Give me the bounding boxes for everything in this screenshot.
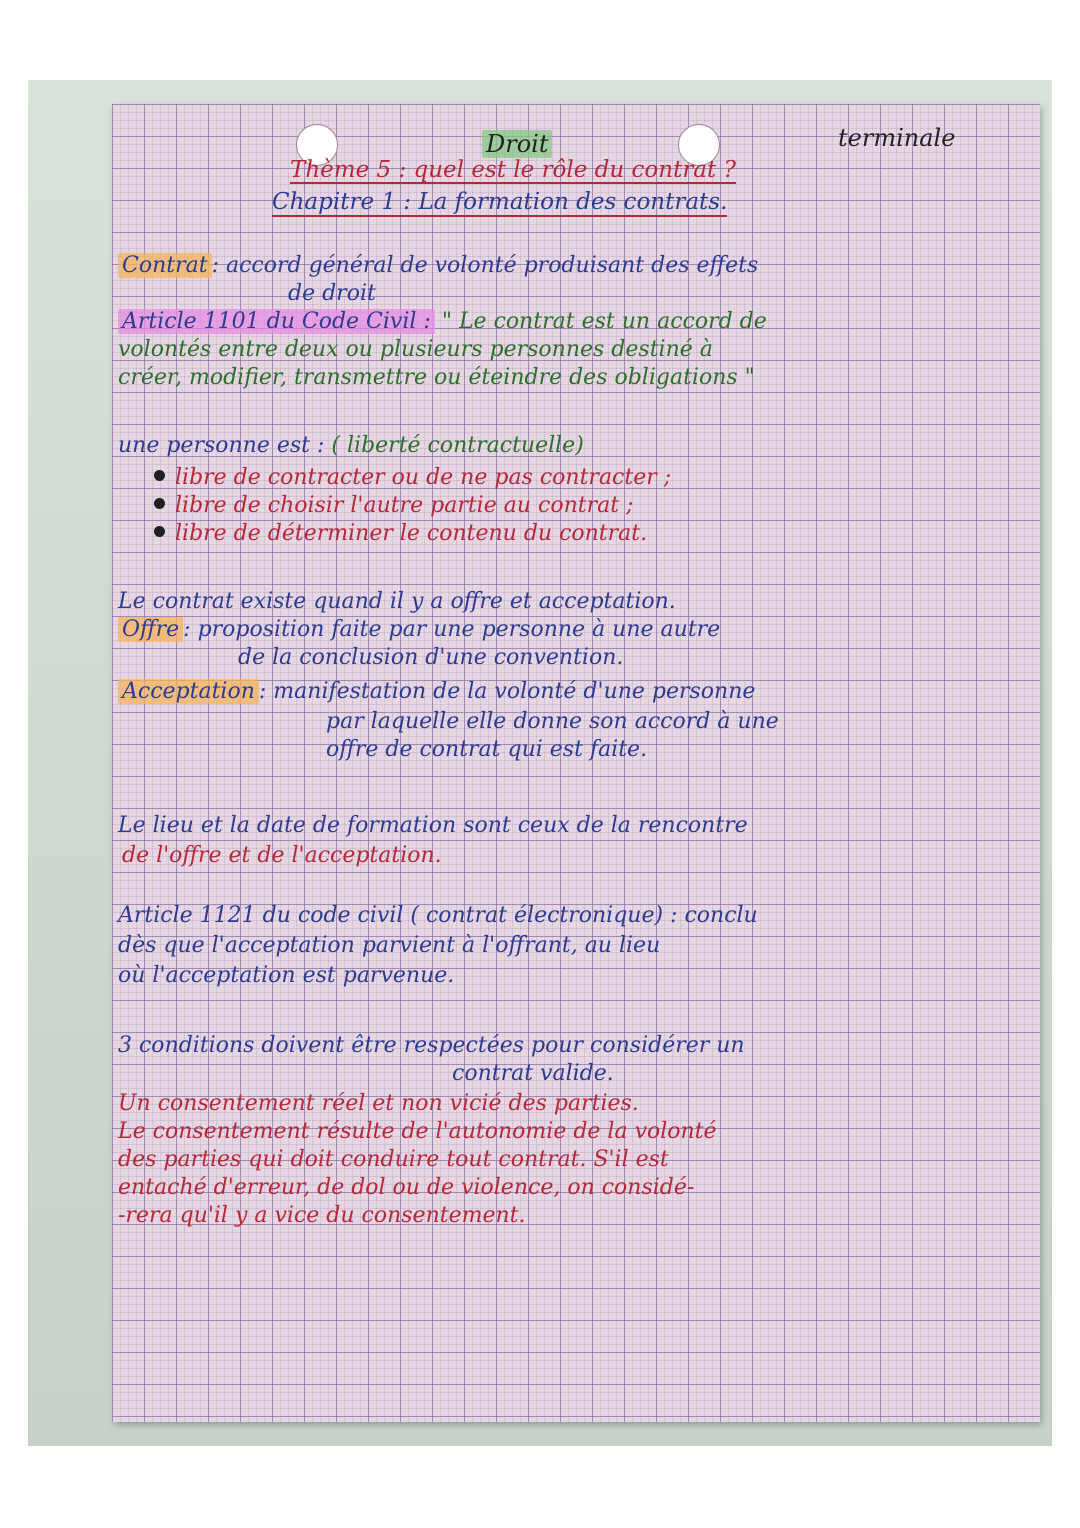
- article-1121-line-3: où l'acceptation est parvenue.: [118, 963, 455, 988]
- freedom-item: libre de contracter ou de ne pas contracter ;: [154, 466, 671, 489]
- article-1101-line-3: créer, modifier, transmettre ou éteindre des obligations ": [118, 365, 755, 390]
- article-1121-line-2: dès que l'acceptation parvient à l'offrant, au lieu: [118, 933, 661, 958]
- conditions-line-2: contrat valide.: [452, 1061, 614, 1086]
- acceptation-definition-line-2: par laquelle elle donne son accord à une: [326, 709, 779, 734]
- acceptation-term: Acceptation: [118, 679, 259, 704]
- article-1101-line-2: volontés entre deux ou plusieurs personnes destiné à: [118, 337, 713, 362]
- offre-definition-line-1: Offre : proposition faite par une personne à une autre: [118, 618, 720, 641]
- acceptation-definition-line-1: Acceptation : manifestation de la volonté d'une personne: [118, 680, 755, 703]
- contrat-definition-line-1: Contrat : accord général de volonté produisant des effets: [118, 254, 758, 277]
- subject-title: Droit: [482, 132, 552, 157]
- formation-line: Le contrat existe quand il y a offre et acceptation.: [118, 589, 676, 614]
- note-sheet: [112, 104, 1040, 1422]
- conditions-line-3: Un consentement réel et non vicié des parties.: [118, 1091, 639, 1116]
- freedom-item: libre de choisir l'autre partie au contrat ;: [154, 494, 633, 517]
- conditions-line-6: entaché d'erreur, de dol ou de violence, on considé-: [118, 1175, 695, 1200]
- article-1101-label: Article 1101 du Code Civil :: [118, 309, 435, 334]
- place-date-line-2: de l'offre et de l'acceptation.: [122, 843, 442, 868]
- freedom-intro: une personne est : ( liberté contractuelle): [118, 433, 584, 458]
- level-label: terminale: [838, 124, 956, 152]
- place-date-line-1: Le lieu et la date de formation sont ceux de la rencontre: [118, 813, 748, 838]
- offre-term: Offre: [118, 617, 183, 642]
- offre-definition-line-2: de la conclusion d'une convention.: [238, 645, 624, 670]
- article-1121-line-1: Article 1121 du code civil ( contrat électronique) : conclu: [118, 903, 758, 928]
- theme-title: Thème 5 : quel est le rôle du contrat ?: [290, 157, 736, 183]
- conditions-line-1: 3 conditions doivent être respectées pour considérer un: [118, 1033, 745, 1058]
- chapter-title: Chapitre 1 : La formation des contrats.: [272, 189, 728, 215]
- acceptation-definition-line-3: offre de contrat qui est faite.: [326, 737, 648, 762]
- conditions-line-4: Le consentement résulte de l'autonomie de la volonté: [118, 1119, 717, 1144]
- conditions-line-7: -rera qu'il y a vice du consentement.: [118, 1203, 526, 1228]
- contrat-term: Contrat: [118, 253, 212, 278]
- article-1101-line-1: Article 1101 du Code Civil : " Le contrat est un accord de: [118, 310, 767, 333]
- conditions-line-5: des parties qui doit conduire tout contrat. S'il est: [118, 1147, 669, 1172]
- contrat-definition-line-2: de droit: [288, 281, 376, 306]
- freedom-item: libre de déterminer le contenu du contrat.: [154, 522, 647, 545]
